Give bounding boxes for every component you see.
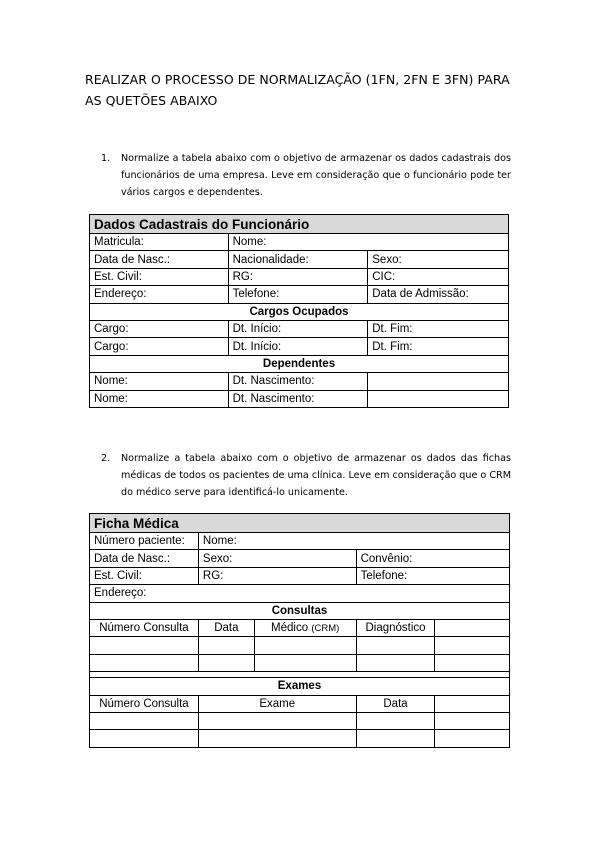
empty-cell xyxy=(435,695,510,712)
empty-cell xyxy=(368,390,509,407)
endereco-label: Endereço: xyxy=(90,286,229,303)
empty-cell xyxy=(90,712,199,729)
telefone-label: Telefone: xyxy=(356,567,509,584)
dt-nascimento-label: Dt. Nascimento: xyxy=(228,390,368,407)
empty-cell xyxy=(435,637,510,654)
data-nasc-label: Data de Nasc.: xyxy=(90,550,199,567)
exames-section-title: Exames xyxy=(90,678,510,695)
nome-label: Nome: xyxy=(198,533,509,550)
dt-nascimento-label: Dt. Nascimento: xyxy=(228,373,368,390)
empty-cell xyxy=(254,654,356,671)
dt-fim-label: Dt. Fim: xyxy=(368,338,509,355)
cargos-section-title: Cargos Ocupados xyxy=(90,303,509,320)
empty-cell xyxy=(435,619,510,636)
ex-data-header: Data xyxy=(356,695,435,712)
cic-label: CIC: xyxy=(368,268,509,285)
table2-title: Ficha Médica xyxy=(90,514,510,533)
numero-paciente-label: Número paciente: xyxy=(90,533,199,550)
empty-cell xyxy=(90,654,199,671)
cargo-label: Cargo: xyxy=(90,320,229,337)
empty-cell xyxy=(356,654,435,671)
empty-cell xyxy=(90,730,199,747)
dt-inicio-label: Dt. Início: xyxy=(228,320,368,337)
exame-header: Exame xyxy=(198,695,356,712)
empty-cell xyxy=(254,637,356,654)
sexo-label: Sexo: xyxy=(368,251,509,268)
empty-cell xyxy=(198,730,356,747)
ex-numero-consulta-header: Número Consulta xyxy=(90,695,199,712)
empty-cell xyxy=(356,730,435,747)
data-admissao-label: Data de Admissão: xyxy=(368,286,509,303)
medico-header xyxy=(254,619,356,636)
empty-cell xyxy=(356,637,435,654)
empty-cell xyxy=(356,712,435,729)
question-1 xyxy=(101,150,511,201)
diagnostico-header: Diagnóstico xyxy=(356,619,435,636)
dep-nome-label: Nome: xyxy=(90,390,229,407)
question-1-text: Normalize a tabela abaixo com o objetivo de armazenar os dados cadastrais dos funcionários de uma empresa. Leve em consideração que o funcionário pode ter vários cargos e dependentes. xyxy=(121,153,511,198)
crm-text: (CRM) xyxy=(311,623,340,635)
dt-inicio-label: Dt. Início: xyxy=(228,338,368,355)
nacionalidade-label: Nacionalidade: xyxy=(228,251,368,268)
empty-cell xyxy=(90,637,199,654)
empty-cell xyxy=(368,373,509,390)
sexo-label: Sexo: xyxy=(198,550,356,567)
question-1-number: 1. xyxy=(101,153,111,164)
endereco-label: Endereço: xyxy=(90,585,510,602)
empty-cell xyxy=(198,712,356,729)
medical-record-table xyxy=(89,513,510,748)
question-2-text: Normalize a tabela abaixo com o objetivo de armazenar os dados das fichas médicas de todos os pacientes de uma clínica. Leve em consideração que o CRM do médico serve para identificá-lo unicamente. xyxy=(121,453,511,498)
dependentes-section-title: Dependentes xyxy=(90,355,509,372)
consultas-section-title: Consultas xyxy=(90,602,510,619)
rg-label: RG: xyxy=(228,268,368,285)
numero-consulta-header: Número Consulta xyxy=(90,619,199,636)
data-header: Data xyxy=(198,619,254,636)
cargo-label: Cargo: xyxy=(90,338,229,355)
matricula-label: Matricula: xyxy=(90,234,229,251)
page-heading: REALIZAR O PROCESSO DE NORMALIZAÇÃO (1FN, 2FN E 3FN) PARA AS QUETÕES ABAIXO xyxy=(85,72,510,108)
convenio-label: Convênio: xyxy=(356,550,509,567)
data-nasc-label: Data de Nasc.: xyxy=(90,251,229,268)
est-civil-label: Est. Civil: xyxy=(90,268,229,285)
empty-cell xyxy=(435,712,510,729)
medico-text: Médico xyxy=(271,622,309,635)
empty-cell xyxy=(435,654,510,671)
telefone-label: Telefone: xyxy=(228,286,368,303)
question-2-number: 2. xyxy=(101,453,111,464)
employee-registration-table xyxy=(89,214,509,408)
table1-title: Dados Cadastrais do Funcionário xyxy=(90,215,509,234)
empty-cell xyxy=(435,730,510,747)
nome-label: Nome: xyxy=(228,234,508,251)
dt-fim-label: Dt. Fim: xyxy=(368,320,509,337)
empty-cell xyxy=(198,637,254,654)
rg-label: RG: xyxy=(198,567,356,584)
dep-nome-label: Nome: xyxy=(90,373,229,390)
est-civil-label: Est. Civil: xyxy=(90,567,199,584)
empty-cell xyxy=(198,654,254,671)
question-2 xyxy=(101,450,511,501)
